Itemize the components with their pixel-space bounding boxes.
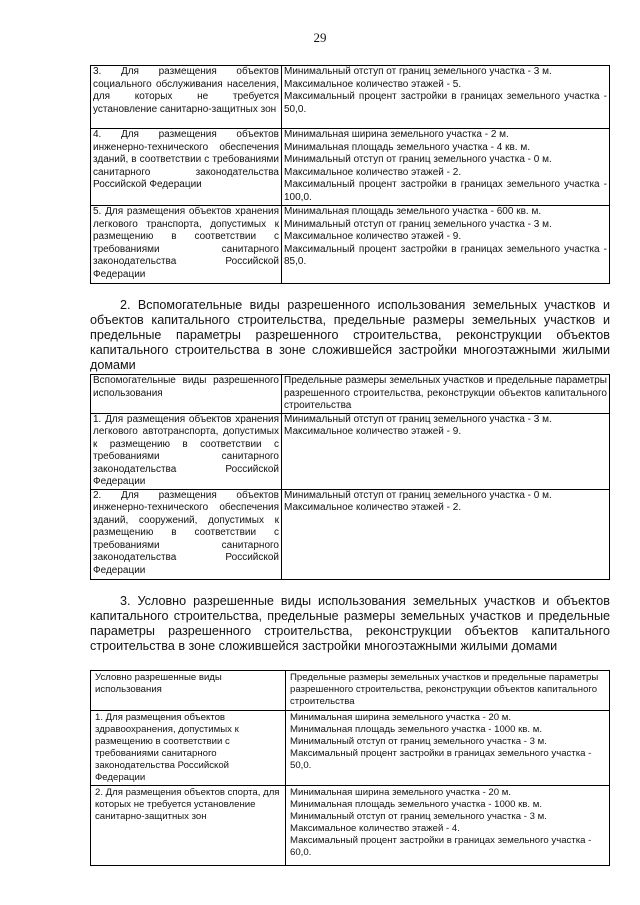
table-row bbox=[91, 129, 610, 206]
section-3-heading bbox=[90, 594, 610, 654]
table-row bbox=[91, 489, 610, 579]
param-line: Минимальная площадь земельного участка - 600 кв. м. bbox=[284, 206, 542, 217]
table-row bbox=[91, 413, 610, 489]
table-cell-params bbox=[282, 66, 610, 129]
param-line: Максимальное количество этажей - 2. bbox=[284, 502, 462, 513]
table-cell-use: 3. Для размещения объектов социального обслуживания населения, для которых не требуется установление санитарно-защитных зон bbox=[91, 66, 282, 129]
table-cell-use: 1. Для размещения объектов хранения легкового автотранспорта, допустимых к размещению в соответствии с требованиями санитарного законодательства Российской Федерации bbox=[91, 413, 282, 489]
param-line: Минимальная площадь земельного участка - 1000 кв. м. bbox=[290, 724, 542, 735]
table-cell-use: 5. Для размещения объектов хранения легкового транспорта, допустимых к размещению в соответствии с требованиями санитарного законодательства Российской Федерации bbox=[91, 206, 282, 284]
table-cell-params bbox=[282, 489, 610, 579]
param-line: Максимальный процент застройки в границах земельного участка - 50,0. bbox=[290, 748, 592, 771]
param-line: Максимальный процент застройки в границах земельного участка - 100,0. bbox=[284, 179, 607, 203]
header-text: Предельные размеры земельных участков и предельные параметры разрешенного строительства, реконструкции объектов капитального строительства bbox=[290, 672, 599, 707]
param-line: Минимальная площадь земельного участка - 4 кв. м. bbox=[284, 141, 530, 153]
param-line: Максимальный процент застройки в границах земельного участка - 85,0. bbox=[284, 243, 607, 267]
table-cell-params bbox=[282, 206, 610, 284]
param-line: Максимальный процент застройки в границах земельного участка - 60,0. bbox=[290, 835, 592, 858]
param-line: Минимальный отступ от границ земельного участка - 3 м. bbox=[284, 413, 552, 425]
param-line: Минимальный отступ от границ земельного участка - 0 м. bbox=[284, 154, 552, 165]
table-row bbox=[91, 66, 610, 129]
param-line: Минимальная ширина земельного участка - 20 м. bbox=[290, 712, 512, 723]
header-text: Предельные размеры земельных участков и предельные параметры разрешенного строительства, реконструкции объектов капитального строительства bbox=[284, 375, 607, 411]
table-cell-use: 4. Для размещения объектов инженерно-технического обеспечения зданий, в соответствии с требованиями санитарного законодательства Российской Федерации bbox=[91, 129, 282, 206]
param-line: Максимальное количество этажей - 5. bbox=[284, 78, 462, 90]
param-line: Минимальный отступ от границ земельного участка - 3 м. bbox=[284, 218, 552, 230]
section-3-heading-text: 3. Условно разрешенные виды использования земельных участков и объектов капитального строительства, предельные размеры земельных участков и предельные параметры разрешенного строительства, реконструкции объектов капитального строительства в зоне сложившейся застройки многоэтажными жилыми домами bbox=[90, 594, 610, 653]
table-cell-params bbox=[282, 413, 610, 489]
section-2-heading-text: 2. Вспомогательные виды разрешенного использования земельных участков и объектов капитального строительства, предельные размеры земельных участков и предельные параметры разрешенного строительства, реконструкции объектов капитального строительства в зоне сложившейся застройки многоэтажными жилыми домами bbox=[90, 298, 610, 372]
table-cell-params bbox=[286, 786, 610, 866]
param-line: Минимальная ширина земельного участка - 2 м. bbox=[284, 129, 509, 140]
param-line: Максимальный процент застройки в границах земельного участка - 50,0. bbox=[284, 91, 607, 115]
table-cell-use: 2. Для размещения объектов спорта, для которых не требуется установление санитарно-защитных зон bbox=[91, 786, 286, 866]
table-auxiliary-uses bbox=[90, 374, 610, 580]
page-number: 29 bbox=[313, 30, 327, 45]
param-line: Максимальное количество этажей - 2. bbox=[284, 166, 462, 178]
param-line: Максимальное количество этажей - 4. bbox=[290, 823, 460, 834]
table-header-row bbox=[91, 375, 610, 414]
table-header-use: Условно разрешенные виды использования bbox=[91, 671, 286, 711]
table-header-use: Вспомогательные виды разрешенного использования bbox=[91, 375, 282, 414]
table-cell-params bbox=[282, 129, 610, 206]
table-row bbox=[91, 786, 610, 866]
param-line: Максимальное количество этажей - 9. bbox=[284, 231, 462, 242]
param-line: Минимальная площадь земельного участка - 1000 кв. м. bbox=[290, 799, 542, 810]
table-header-params bbox=[286, 671, 610, 711]
table-header-row bbox=[91, 671, 610, 711]
table-conditional-uses bbox=[90, 670, 610, 866]
param-line: Минимальный отступ от границ земельного участка - 3 м. bbox=[284, 66, 552, 77]
param-line: Минимальный отступ от границ земельного участка - 3 м. bbox=[290, 811, 547, 822]
table-main-uses-continued bbox=[90, 65, 610, 284]
table-cell-use: 2. Для размещения объектов инженерно-технического обеспечения зданий, сооружений, допустимых к размещению в соответствии с требованиями санитарного законодательства Российской Федерации bbox=[91, 489, 282, 579]
table-cell-params bbox=[286, 711, 610, 786]
param-line: Максимальное количество этажей - 9. bbox=[284, 426, 462, 437]
param-line: Минимальный отступ от границ земельного участка - 0 м. bbox=[284, 489, 552, 501]
table-row bbox=[91, 711, 610, 786]
table-header-params bbox=[282, 375, 610, 414]
table-row bbox=[91, 206, 610, 284]
param-line: Минимальный отступ от границ земельного участка - 3 м. bbox=[290, 736, 547, 747]
table-cell-use: 1. Для размещения объектов здравоохранения, допустимых к размещению в соответствии с требованиями санитарного законодательства Российской Федерации bbox=[91, 711, 286, 786]
section-2-heading bbox=[90, 298, 610, 373]
param-line: Минимальная ширина земельного участка - 20 м. bbox=[290, 787, 512, 798]
